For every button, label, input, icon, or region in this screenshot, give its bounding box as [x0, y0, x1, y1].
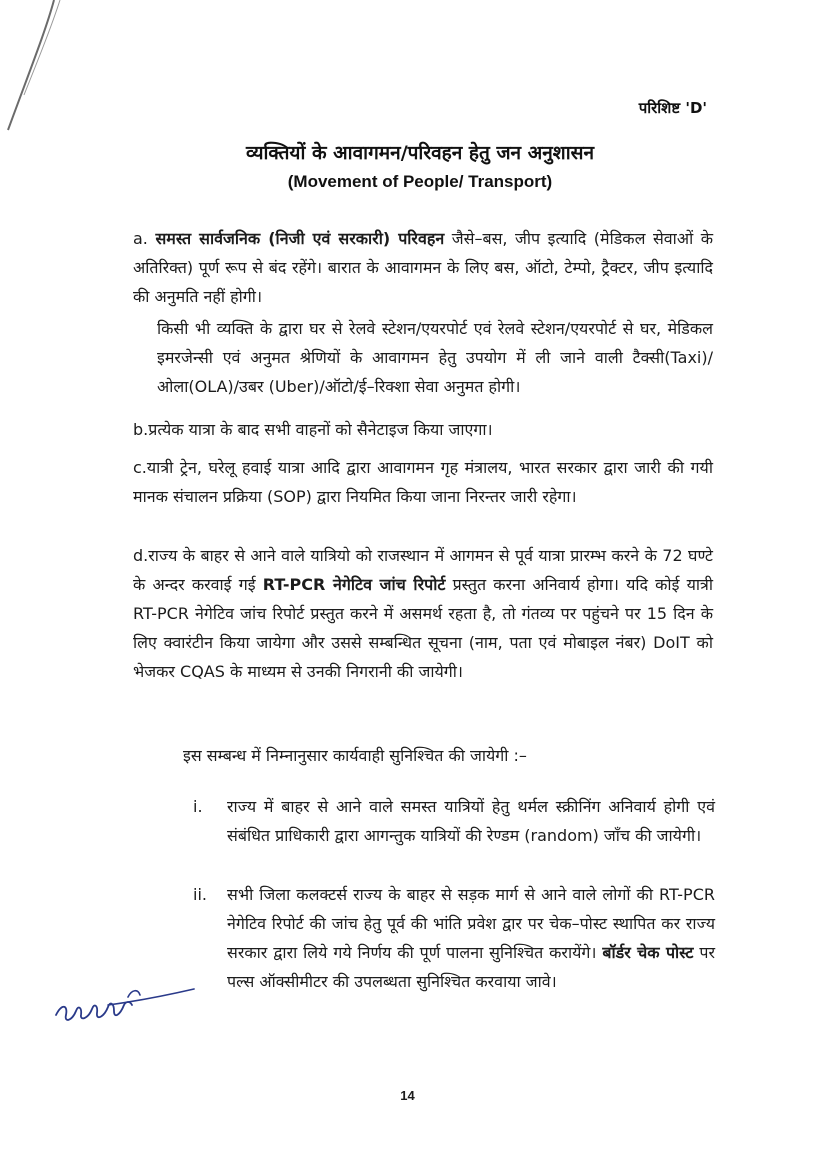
sub-item-i-text: राज्य में बाहर से आने वाले समस्त यात्रियों हेतु थर्मल स्क्रीनिंग अनिवार्य होगी एवं संबंधित प्राधिकारी द्वारा आगन्तुक यात्रियों की रेण्डम (random) जाँच की जायेगी।: [227, 797, 715, 845]
item-d-text-1: राज्य के बाहर से आने वाले यात्रियो को राजस्थान में आगमन से पूर्व यात्रा प्रारम्भ करने के 72 घण्टे के अन्दर करवाई गई: [133, 546, 713, 594]
title-english: (Movement of People/ Transport): [287, 172, 553, 191]
item-a-text: जैसे–बस, जीप इत्यादि (मेडिकल सेवाओं के अतिरिक्त) पूर्ण रूप से बंद रहेंगे। बारात के आवागमन के लिए बस, ऑटो, टेम्पो, ट्रैक्टर, जीप इत्यादि की अनुमति नहीं होगी।: [133, 229, 713, 306]
document-title: [120, 138, 720, 196]
sub-item-ii-text-1: सभी जिला कलक्टर्स राज्य के बाहर से सड़क मार्ग से आने वाले लोगों की RT-PCR नेगेटिव रिपोर्ट की जांच हेतु पूर्व की भांति प्रवेश द्वार पर चेक–पोस्ट स्थापित कर राज्य सरकार द्वारा लिये गये निर्णय की पूर्ण पालना सुनिश्चित करायेंगे।: [227, 885, 715, 962]
item-b-marker: b.: [133, 420, 149, 439]
item-a-sub-paragraph: किसी भी व्यक्ति के द्वारा घर से रेलवे स्टेशन/एयरपोर्ट एवं रेलवे स्टेशन/एयरपोर्ट से घर, मेडिकल इमरजेन्सी एवं अनुमत श्रेणियों के आवागमन हेतु उपयोग में ली जाने वाली टैक्सी(Taxi)/ओला(OLA)/उबर (Uber)/ऑटो/ई–रिक्शा सेवा अनुमत होगी।: [157, 319, 713, 396]
item-b: [133, 415, 713, 444]
item-c: [133, 453, 713, 511]
annex-label: परिशिष्ट 'D': [638, 99, 707, 117]
item-a-lead: समस्त सार्वजनिक (निजी एवं सरकारी) परिवहन: [155, 229, 445, 248]
sub-item-ii-text: [227, 880, 715, 996]
item-a-marker: a.: [133, 229, 148, 248]
item-b-text: प्रत्येक यात्रा के बाद सभी वाहनों को सैनेटाइज किया जाएगा।: [148, 420, 493, 439]
sub-item-i: [193, 792, 715, 850]
sub-item-ii-text-2: पर पल्स ऑक्सीमीटर की उपलब्धता सुनिश्चित करवाया जावे।: [227, 943, 716, 991]
sub-item-ii-marker: ii.: [193, 885, 207, 904]
item-d: [133, 541, 713, 686]
item-c-text: यात्री ट्रेन, घरेलू हवाई यात्रा आदि द्वारा आवागमन गृह मंत्रालय, भारत सरकार द्वारा जारी की गयी मानक संचालन प्रक्रिया (SOP) द्वारा नियमित किया जाना निरन्तर जारी रहेगा।: [133, 458, 713, 506]
item-c-marker: c.: [133, 458, 147, 477]
item-d-text-2: प्रस्तुत करना अनिवार्य होगा। यदि कोई यात्री RT-PCR नेगेटिव जांच रिपोर्ट प्रस्तुत करने में असमर्थ रहता है, तो गंतव्य पर पहुंचने पर 15 दिन के लिए क्वारंटीन किया जायेगा और उससे सम्बन्धित सूचना (नाम, पता एवं मोबाइल नंबर) DoIT को भेजकर CQAS के माध्यम से उनकी निगरानी की जायेगी।: [133, 575, 713, 681]
page-number: 14: [400, 1088, 415, 1103]
action-intro: इस सम्बन्ध में निम्नानुसार कार्यवाही सुनिश्चित की जायेगी :–: [183, 746, 527, 765]
handwritten-signature: [48, 975, 198, 1035]
sub-item-ii-bold: बॉर्डर चेक पोस्ट: [602, 943, 694, 962]
sub-item-ii: [193, 880, 715, 996]
sub-item-i-marker: i.: [193, 797, 203, 816]
item-a: [133, 224, 713, 311]
margin-pen-stroke: [0, 0, 90, 150]
item-d-bold: RT-PCR नेगेटिव जांच रिपोर्ट: [262, 575, 446, 594]
item-d-marker: d.: [133, 546, 149, 565]
title-hindi: व्यक्तियों के आवागमन/परिवहन हेतु जन अनुशासन: [245, 142, 595, 164]
